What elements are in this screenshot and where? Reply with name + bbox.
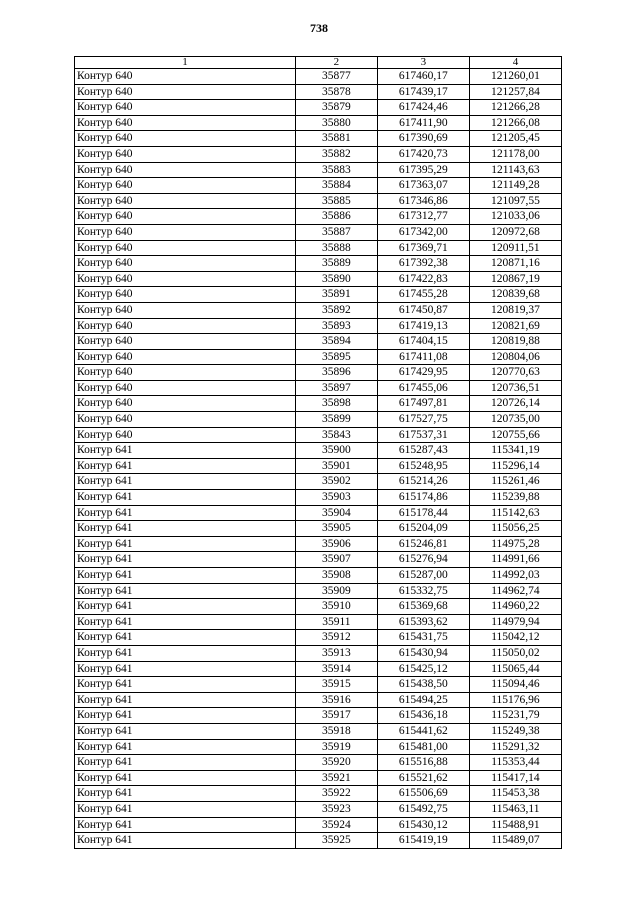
- table-row: [75, 443, 562, 459]
- point-number-cell: 35889: [295, 256, 377, 272]
- point-number-cell: 35904: [295, 505, 377, 521]
- y-coordinate-cell: 121257,84: [469, 84, 561, 100]
- contour-name-cell: Контур 640: [75, 193, 296, 209]
- point-number-cell: 35894: [295, 334, 377, 350]
- point-number-cell: 35893: [295, 318, 377, 334]
- y-coordinate-cell: 120804,06: [469, 349, 561, 365]
- table-row: [75, 661, 562, 677]
- x-coordinate-cell: 617404,15: [377, 334, 469, 350]
- table-row: [75, 568, 562, 584]
- x-coordinate-cell: 615246,81: [377, 536, 469, 552]
- contour-name-cell: Контур 640: [75, 131, 296, 147]
- y-coordinate-cell: 115176,96: [469, 692, 561, 708]
- contour-name-cell: Контур 641: [75, 817, 296, 833]
- x-coordinate-cell: 617429,95: [377, 365, 469, 381]
- y-coordinate-cell: 115056,25: [469, 521, 561, 537]
- x-coordinate-cell: 615430,12: [377, 817, 469, 833]
- y-coordinate-cell: 114960,22: [469, 599, 561, 615]
- table-row: [75, 396, 562, 412]
- x-coordinate-cell: 615431,75: [377, 630, 469, 646]
- contour-name-cell: Контур 641: [75, 739, 296, 755]
- contour-name-cell: Контур 641: [75, 521, 296, 537]
- y-coordinate-cell: 115142,63: [469, 505, 561, 521]
- contour-name-cell: Контур 641: [75, 692, 296, 708]
- table-row: [75, 162, 562, 178]
- x-coordinate-cell: 617424,46: [377, 100, 469, 116]
- contour-name-cell: Контур 641: [75, 552, 296, 568]
- table-row: [75, 490, 562, 506]
- y-coordinate-cell: 115341,19: [469, 443, 561, 459]
- x-coordinate-cell: 617411,08: [377, 349, 469, 365]
- point-number-cell: 35914: [295, 661, 377, 677]
- table-row: [75, 365, 562, 381]
- y-coordinate-cell: 115239,88: [469, 490, 561, 506]
- point-number-cell: 35878: [295, 84, 377, 100]
- table-row: [75, 692, 562, 708]
- table-row: [75, 271, 562, 287]
- table-row: [75, 755, 562, 771]
- contour-name-cell: Контур 641: [75, 630, 296, 646]
- x-coordinate-cell: 617312,77: [377, 209, 469, 225]
- contour-name-cell: Контур 641: [75, 755, 296, 771]
- x-coordinate-cell: 615436,18: [377, 708, 469, 724]
- point-number-cell: 35923: [295, 801, 377, 817]
- point-number-cell: 35919: [295, 739, 377, 755]
- y-coordinate-cell: 120821,69: [469, 318, 561, 334]
- y-coordinate-cell: 121205,45: [469, 131, 561, 147]
- contour-name-cell: Контур 640: [75, 318, 296, 334]
- contour-name-cell: Контур 641: [75, 583, 296, 599]
- table-row: [75, 677, 562, 693]
- table-row: [75, 412, 562, 428]
- x-coordinate-cell: 617439,17: [377, 84, 469, 100]
- contour-name-cell: Контур 641: [75, 568, 296, 584]
- point-number-cell: 35912: [295, 630, 377, 646]
- y-coordinate-cell: 121266,08: [469, 115, 561, 131]
- table-row: [75, 786, 562, 802]
- x-coordinate-cell: 615287,00: [377, 568, 469, 584]
- point-number-cell: 35890: [295, 271, 377, 287]
- x-coordinate-cell: 615393,62: [377, 614, 469, 630]
- contour-name-cell: Контур 640: [75, 100, 296, 116]
- x-coordinate-cell: 617450,87: [377, 302, 469, 318]
- point-number-cell: 35907: [295, 552, 377, 568]
- point-number-cell: 35906: [295, 536, 377, 552]
- point-number-cell: 35900: [295, 443, 377, 459]
- contour-name-cell: Контур 641: [75, 770, 296, 786]
- x-coordinate-cell: 617369,71: [377, 240, 469, 256]
- x-coordinate-cell: 617422,83: [377, 271, 469, 287]
- x-coordinate-cell: 617346,86: [377, 193, 469, 209]
- table-row: [75, 739, 562, 755]
- table-row: [75, 209, 562, 225]
- point-number-cell: 35920: [295, 755, 377, 771]
- table-row: [75, 256, 562, 272]
- point-number-cell: 35902: [295, 474, 377, 490]
- table-row: [75, 723, 562, 739]
- table-row: [75, 630, 562, 646]
- y-coordinate-cell: 120736,51: [469, 380, 561, 396]
- x-coordinate-cell: 615494,25: [377, 692, 469, 708]
- page-number: 738: [310, 21, 328, 35]
- y-coordinate-cell: 120972,68: [469, 224, 561, 240]
- point-number-cell: 35883: [295, 162, 377, 178]
- y-coordinate-cell: 121033,06: [469, 209, 561, 225]
- y-coordinate-cell: 120911,51: [469, 240, 561, 256]
- table-row: [75, 599, 562, 615]
- x-coordinate-cell: 617537,31: [377, 427, 469, 443]
- x-coordinate-cell: 615441,62: [377, 723, 469, 739]
- x-coordinate-cell: 617419,13: [377, 318, 469, 334]
- y-coordinate-cell: 114975,28: [469, 536, 561, 552]
- point-number-cell: 35908: [295, 568, 377, 584]
- point-number-cell: 35884: [295, 178, 377, 194]
- contour-name-cell: Контур 641: [75, 614, 296, 630]
- point-number-cell: 35922: [295, 786, 377, 802]
- x-coordinate-cell: 617392,38: [377, 256, 469, 272]
- point-number-cell: 35925: [295, 833, 377, 849]
- table-row: [75, 69, 562, 85]
- point-number-cell: 35877: [295, 69, 377, 85]
- x-coordinate-cell: 615492,75: [377, 801, 469, 817]
- x-coordinate-cell: 615369,68: [377, 599, 469, 615]
- y-coordinate-cell: 120867,19: [469, 271, 561, 287]
- contour-name-cell: Контур 641: [75, 645, 296, 661]
- point-number-cell: 35911: [295, 614, 377, 630]
- y-coordinate-cell: 115231,79: [469, 708, 561, 724]
- table-row: [75, 708, 562, 724]
- point-number-cell: 35909: [295, 583, 377, 599]
- contour-name-cell: Контур 640: [75, 209, 296, 225]
- x-coordinate-cell: 615174,86: [377, 490, 469, 506]
- contour-name-cell: Контур 640: [75, 287, 296, 303]
- contour-name-cell: Контур 641: [75, 443, 296, 459]
- y-coordinate-cell: 115417,14: [469, 770, 561, 786]
- y-coordinate-cell: 121097,55: [469, 193, 561, 209]
- table-row: [75, 287, 562, 303]
- contour-name-cell: Контур 641: [75, 833, 296, 849]
- point-number-cell: 35843: [295, 427, 377, 443]
- y-coordinate-cell: 120819,37: [469, 302, 561, 318]
- x-coordinate-cell: 617527,75: [377, 412, 469, 428]
- x-coordinate-cell: 615506,69: [377, 786, 469, 802]
- table-row: [75, 334, 562, 350]
- table-row: [75, 817, 562, 833]
- y-coordinate-cell: 115489,07: [469, 833, 561, 849]
- x-coordinate-cell: 617395,29: [377, 162, 469, 178]
- x-coordinate-cell: 617390,69: [377, 131, 469, 147]
- y-coordinate-cell: 120726,14: [469, 396, 561, 412]
- y-coordinate-cell: 120839,68: [469, 287, 561, 303]
- contour-name-cell: Контур 641: [75, 458, 296, 474]
- column-header-4: 4: [469, 57, 561, 69]
- point-number-cell: 35887: [295, 224, 377, 240]
- point-number-cell: 35882: [295, 146, 377, 162]
- point-number-cell: 35888: [295, 240, 377, 256]
- table-row: [75, 100, 562, 116]
- table-header-row: [75, 57, 562, 69]
- contour-name-cell: Контур 641: [75, 708, 296, 724]
- x-coordinate-cell: 615248,95: [377, 458, 469, 474]
- y-coordinate-cell: 115353,44: [469, 755, 561, 771]
- contour-name-cell: Контур 641: [75, 661, 296, 677]
- contour-name-cell: Контур 641: [75, 786, 296, 802]
- table-row: [75, 380, 562, 396]
- x-coordinate-cell: 617363,07: [377, 178, 469, 194]
- contour-name-cell: Контур 640: [75, 146, 296, 162]
- table-row: [75, 521, 562, 537]
- y-coordinate-cell: 120770,63: [469, 365, 561, 381]
- y-coordinate-cell: 115488,91: [469, 817, 561, 833]
- contour-name-cell: Контур 640: [75, 427, 296, 443]
- point-number-cell: 35898: [295, 396, 377, 412]
- table-row: [75, 536, 562, 552]
- table-row: [75, 583, 562, 599]
- y-coordinate-cell: 114979,94: [469, 614, 561, 630]
- contour-name-cell: Контур 640: [75, 178, 296, 194]
- y-coordinate-cell: 114962,74: [469, 583, 561, 599]
- table-row: [75, 645, 562, 661]
- contour-name-cell: Контур 640: [75, 256, 296, 272]
- table-row: [75, 458, 562, 474]
- point-number-cell: 35896: [295, 365, 377, 381]
- contour-name-cell: Контур 641: [75, 801, 296, 817]
- table-row: [75, 474, 562, 490]
- y-coordinate-cell: 114991,66: [469, 552, 561, 568]
- contour-name-cell: Контур 641: [75, 536, 296, 552]
- point-number-cell: 35891: [295, 287, 377, 303]
- table-row: [75, 224, 562, 240]
- point-number-cell: 35880: [295, 115, 377, 131]
- point-number-cell: 35903: [295, 490, 377, 506]
- contour-name-cell: Контур 641: [75, 505, 296, 521]
- table-row: [75, 833, 562, 849]
- y-coordinate-cell: 121266,28: [469, 100, 561, 116]
- y-coordinate-cell: 121149,28: [469, 178, 561, 194]
- y-coordinate-cell: 115050,02: [469, 645, 561, 661]
- point-number-cell: 35917: [295, 708, 377, 724]
- table-row: [75, 193, 562, 209]
- contour-name-cell: Контур 640: [75, 349, 296, 365]
- contour-name-cell: Контур 640: [75, 380, 296, 396]
- point-number-cell: 35892: [295, 302, 377, 318]
- contour-name-cell: Контур 641: [75, 599, 296, 615]
- contour-name-cell: Контур 640: [75, 84, 296, 100]
- x-coordinate-cell: 617497,81: [377, 396, 469, 412]
- x-coordinate-cell: 615276,94: [377, 552, 469, 568]
- contour-name-cell: Контур 641: [75, 677, 296, 693]
- x-coordinate-cell: 615425,12: [377, 661, 469, 677]
- column-header-1: 1: [75, 57, 296, 69]
- table-row: [75, 84, 562, 100]
- x-coordinate-cell: 615438,50: [377, 677, 469, 693]
- table-row: [75, 552, 562, 568]
- table-body: [75, 69, 562, 849]
- contour-name-cell: Контур 640: [75, 162, 296, 178]
- x-coordinate-cell: 617455,28: [377, 287, 469, 303]
- table-row: [75, 614, 562, 630]
- point-number-cell: 35910: [295, 599, 377, 615]
- point-number-cell: 35916: [295, 692, 377, 708]
- table-row: [75, 131, 562, 147]
- y-coordinate-cell: 115453,38: [469, 786, 561, 802]
- x-coordinate-cell: 617342,00: [377, 224, 469, 240]
- table-row: [75, 240, 562, 256]
- point-number-cell: 35879: [295, 100, 377, 116]
- point-number-cell: 35886: [295, 209, 377, 225]
- point-number-cell: 35885: [295, 193, 377, 209]
- y-coordinate-cell: 115249,38: [469, 723, 561, 739]
- contour-name-cell: Контур 640: [75, 224, 296, 240]
- x-coordinate-cell: 615287,43: [377, 443, 469, 459]
- y-coordinate-cell: 115291,32: [469, 739, 561, 755]
- contour-name-cell: Контур 641: [75, 474, 296, 490]
- point-number-cell: 35915: [295, 677, 377, 693]
- y-coordinate-cell: 114992,03: [469, 568, 561, 584]
- y-coordinate-cell: 115065,44: [469, 661, 561, 677]
- y-coordinate-cell: 120819,88: [469, 334, 561, 350]
- contour-name-cell: Контур 640: [75, 302, 296, 318]
- y-coordinate-cell: 121260,01: [469, 69, 561, 85]
- x-coordinate-cell: 615178,44: [377, 505, 469, 521]
- x-coordinate-cell: 615516,88: [377, 755, 469, 771]
- table-row: [75, 178, 562, 194]
- point-number-cell: 35897: [295, 380, 377, 396]
- x-coordinate-cell: 615521,62: [377, 770, 469, 786]
- y-coordinate-cell: 121178,00: [469, 146, 561, 162]
- point-number-cell: 35881: [295, 131, 377, 147]
- point-number-cell: 35905: [295, 521, 377, 537]
- table-row: [75, 302, 562, 318]
- x-coordinate-cell: 617411,90: [377, 115, 469, 131]
- contour-name-cell: Контур 640: [75, 69, 296, 85]
- column-header-3: 3: [377, 57, 469, 69]
- contour-name-cell: Контур 640: [75, 271, 296, 287]
- table-row: [75, 801, 562, 817]
- y-coordinate-cell: 115296,14: [469, 458, 561, 474]
- point-number-cell: 35918: [295, 723, 377, 739]
- y-coordinate-cell: 121143,63: [469, 162, 561, 178]
- x-coordinate-cell: 615214,26: [377, 474, 469, 490]
- contour-name-cell: Контур 641: [75, 723, 296, 739]
- table-row: [75, 115, 562, 131]
- x-coordinate-cell: 615204,09: [377, 521, 469, 537]
- coordinates-table: [74, 56, 562, 849]
- table-row: [75, 349, 562, 365]
- x-coordinate-cell: 615481,00: [377, 739, 469, 755]
- point-number-cell: 35924: [295, 817, 377, 833]
- y-coordinate-cell: 120871,16: [469, 256, 561, 272]
- y-coordinate-cell: 115463,11: [469, 801, 561, 817]
- x-coordinate-cell: 615430,94: [377, 645, 469, 661]
- y-coordinate-cell: 120735,00: [469, 412, 561, 428]
- contour-name-cell: Контур 640: [75, 115, 296, 131]
- y-coordinate-cell: 115042,12: [469, 630, 561, 646]
- table-row: [75, 146, 562, 162]
- table-row: [75, 427, 562, 443]
- table-row: [75, 505, 562, 521]
- y-coordinate-cell: 115261,46: [469, 474, 561, 490]
- contour-name-cell: Контур 641: [75, 490, 296, 506]
- x-coordinate-cell: 617460,17: [377, 69, 469, 85]
- x-coordinate-cell: 617455,06: [377, 380, 469, 396]
- y-coordinate-cell: 120755,66: [469, 427, 561, 443]
- contour-name-cell: Контур 640: [75, 412, 296, 428]
- point-number-cell: 35921: [295, 770, 377, 786]
- y-coordinate-cell: 115094,46: [469, 677, 561, 693]
- contour-name-cell: Контур 640: [75, 365, 296, 381]
- table-row: [75, 770, 562, 786]
- x-coordinate-cell: 617420,73: [377, 146, 469, 162]
- table-row: [75, 318, 562, 334]
- point-number-cell: 35895: [295, 349, 377, 365]
- point-number-cell: 35901: [295, 458, 377, 474]
- contour-name-cell: Контур 640: [75, 334, 296, 350]
- x-coordinate-cell: 615419,19: [377, 833, 469, 849]
- column-header-2: 2: [295, 57, 377, 69]
- contour-name-cell: Контур 640: [75, 240, 296, 256]
- point-number-cell: 35899: [295, 412, 377, 428]
- point-number-cell: 35913: [295, 645, 377, 661]
- x-coordinate-cell: 615332,75: [377, 583, 469, 599]
- contour-name-cell: Контур 640: [75, 396, 296, 412]
